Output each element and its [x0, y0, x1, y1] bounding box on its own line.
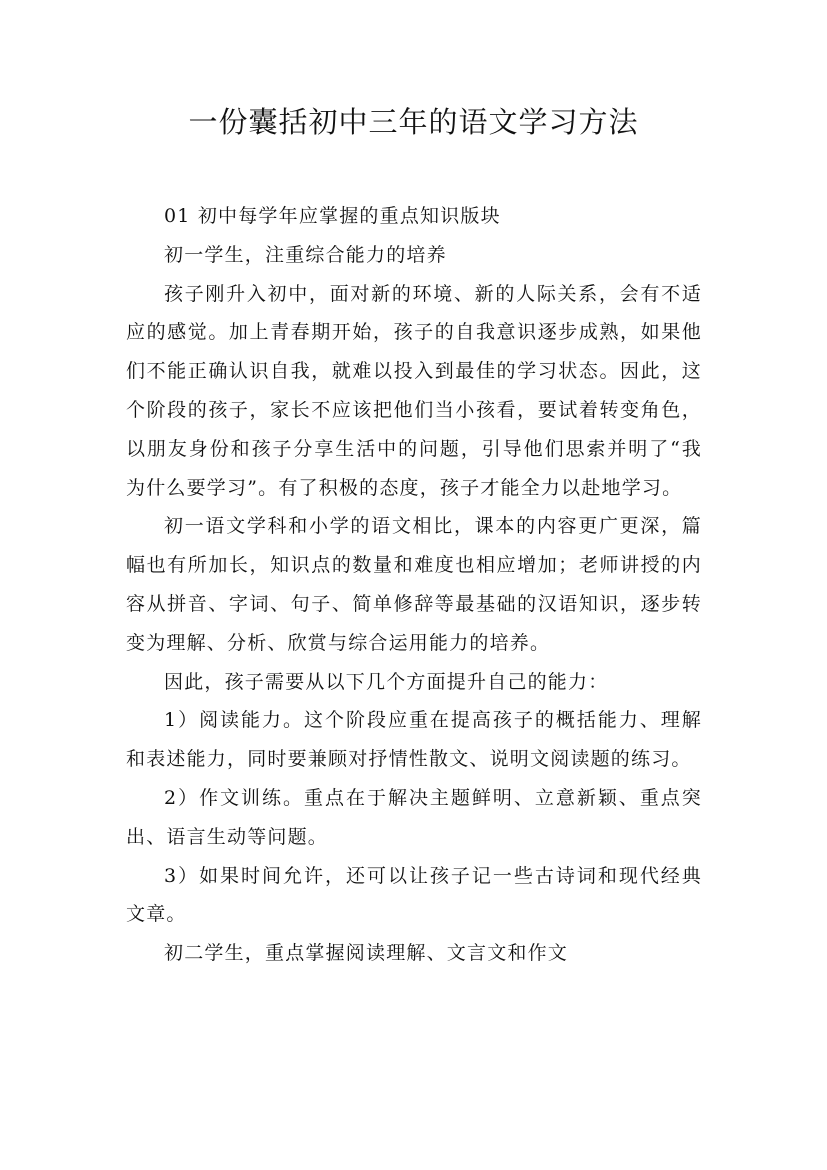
body-paragraph: 因此，孩子需要从以下几个方面提升自己的能力： [164, 670, 609, 693]
list-item: 1）阅读能力。这个阶段应重在提高孩子的概括能力、理解和表述能力，同时要兼顾对抒情性散文、说明文阅读题的练习。 [126, 709, 702, 771]
list-item: 2）作文训练。重点在于解决主题鲜明、立意新颖、重点突出、语言生动等问题。 [126, 786, 702, 848]
body-paragraph: 初一语文学科和小学的语文相比，课本的内容更广更深，篇幅也有所加长，知识点的数量和难度也相应增加；老师讲授的内容从拼音、字词、句子、简单修辞等最基础的汉语知识，逐步转变为理解、分析、欣赏与综合运用能力的培养。 [126, 515, 702, 654]
list-item: 3）如果时间允许，还可以让孩子记一些古诗词和现代经典文章。 [126, 864, 702, 926]
document-body [126, 197, 702, 973]
subsection-heading-grade-one: 初一学生，注重综合能力的培养 [164, 243, 447, 266]
document-title: 一份囊括初中三年的语文学习方法 [188, 105, 639, 139]
body-paragraph: 孩子刚升入初中，面对新的环境、新的人际关系，会有不适应的感觉。加上青春期开始，孩子的自我意识逐步成熟，如果他们不能正确认识自我，就难以投入到最佳的学习状态。因此，这个阶段的孩子，家长不应该把他们当小孩看，要试着转变角色，以朋友身份和孩子分享生活中的问题，引导他们思索并明了“我为什么要学习”。有了积极的态度，孩子才能全力以赴地学习。 [126, 282, 702, 499]
section-heading: 01 初中每学年应掌握的重点知识版块 [164, 205, 501, 227]
subsection-heading-grade-two: 初二学生，重点掌握阅读理解、文言文和作文 [164, 942, 569, 965]
